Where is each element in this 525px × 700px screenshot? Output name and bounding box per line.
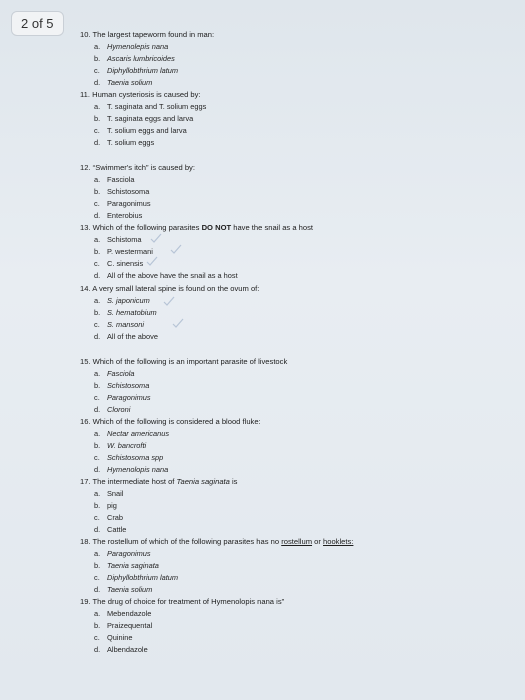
option-text: Schistosoma xyxy=(107,381,150,390)
option xyxy=(94,380,149,391)
option xyxy=(94,452,163,463)
question-18 xyxy=(80,536,353,547)
option-text: Schistosoma spp xyxy=(107,453,164,462)
option xyxy=(94,137,154,148)
option-letter: d. xyxy=(94,138,101,147)
option xyxy=(94,234,142,245)
question-15: 15. Which of the following is an important parasite of livestock xyxy=(80,357,288,366)
question-17 xyxy=(80,476,237,487)
question-10: 10. The largest tapeworm found in man: xyxy=(80,30,215,39)
option-letter: d. xyxy=(94,271,101,280)
option xyxy=(94,307,157,318)
checkmark-icon xyxy=(146,256,158,266)
option xyxy=(94,368,135,379)
option-text: Crab xyxy=(107,513,124,522)
option xyxy=(94,632,132,643)
option-text: P. westermani xyxy=(107,247,153,256)
question-11: 11. Human cysteriosis is caused by: xyxy=(80,90,201,99)
option xyxy=(94,608,151,619)
option-text: Diphyllobthrium latum xyxy=(107,573,179,582)
option xyxy=(94,125,187,136)
option-text: Mebendazole xyxy=(107,609,152,618)
option xyxy=(94,198,151,209)
option-letter: c. xyxy=(94,320,100,329)
option-letter: a. xyxy=(94,609,101,618)
option-letter: c. xyxy=(94,66,100,75)
option xyxy=(94,295,150,306)
option-letter: c. xyxy=(94,393,100,402)
option-text: Fasciola xyxy=(107,175,135,184)
option xyxy=(94,548,151,559)
option-letter: c. xyxy=(94,453,100,462)
option xyxy=(94,319,144,330)
option-letter: a. xyxy=(94,296,101,305)
page-indicator: 2 of 5 xyxy=(11,11,64,36)
option-text: S. japonicum xyxy=(107,296,150,305)
option-letter: d. xyxy=(94,585,101,594)
option-text: Praizequental xyxy=(107,621,153,630)
option-letter: b. xyxy=(94,561,101,570)
option-letter: c. xyxy=(94,199,100,208)
option xyxy=(94,404,130,415)
question-text: 17. The intermediate host of xyxy=(80,477,177,486)
option xyxy=(94,77,152,88)
checkmark-icon xyxy=(170,244,182,254)
option-text: T. solium eggs xyxy=(107,138,155,147)
option xyxy=(94,270,238,281)
option-text: Taenia solium xyxy=(107,585,153,594)
emphasis-text: DO NOT xyxy=(201,223,232,232)
checkmark-icon xyxy=(150,233,162,243)
option-letter: c. xyxy=(94,513,100,522)
option xyxy=(94,440,146,451)
option xyxy=(94,53,175,64)
option-letter: a. xyxy=(94,549,101,558)
question-13 xyxy=(80,222,313,233)
option-letter: a. xyxy=(94,102,101,111)
option xyxy=(94,572,178,583)
option xyxy=(94,113,193,124)
option xyxy=(94,500,117,511)
option-letter: d. xyxy=(94,405,101,414)
checkmark-icon xyxy=(163,296,175,306)
option-letter: c. xyxy=(94,259,100,268)
option-letter: a. xyxy=(94,175,101,184)
option-letter: b. xyxy=(94,441,101,450)
option xyxy=(94,258,143,269)
option-text: Albendazole xyxy=(107,645,148,654)
option xyxy=(94,620,152,631)
option-text: Schistoma xyxy=(107,235,142,244)
question-text: have the snail as a host xyxy=(231,223,314,232)
option-letter: b. xyxy=(94,381,101,390)
option-text: Snail xyxy=(107,489,124,498)
option xyxy=(94,560,159,571)
option-letter: d. xyxy=(94,211,101,220)
option xyxy=(94,584,152,595)
option-letter: c. xyxy=(94,573,100,582)
option-letter: d. xyxy=(94,645,101,654)
option-text: S. mansoni xyxy=(107,320,144,329)
option xyxy=(94,210,142,221)
question-text: 18. The rostellum of which of the following parasites has no xyxy=(80,537,282,546)
option-letter: d. xyxy=(94,332,101,341)
question-16: 16. Which of the following is considered a blood fluke: xyxy=(80,417,261,426)
option-text: T. saginata and T. solium eggs xyxy=(107,102,207,111)
option-letter: b. xyxy=(94,187,101,196)
option-text: C. sinensis xyxy=(107,259,144,268)
option xyxy=(94,464,168,475)
option xyxy=(94,512,123,523)
question-text: is xyxy=(229,477,238,486)
option-letter: b. xyxy=(94,621,101,630)
species-name: Taenia saginata xyxy=(176,477,230,486)
option-text: Schistosoma xyxy=(107,187,150,196)
option-text: S. hematobium xyxy=(107,308,157,317)
option-text: Paragonimus xyxy=(107,199,151,208)
option-text: Diphyllobthrium latum xyxy=(107,66,179,75)
option-letter: b. xyxy=(94,54,101,63)
option xyxy=(94,174,135,185)
option xyxy=(94,41,168,52)
option-letter: c. xyxy=(94,126,100,135)
option-text: T. solium eggs and larva xyxy=(107,126,187,135)
cut-off-next-page-text xyxy=(62,690,462,700)
underlined-text: rostellum xyxy=(281,537,313,546)
option-text: Enterobius xyxy=(107,211,143,220)
option-text: Ascaris lumbricoides xyxy=(107,54,175,63)
option-text: Taenia solium xyxy=(107,78,153,87)
option-letter: a. xyxy=(94,429,101,438)
option xyxy=(94,186,149,197)
option-text: Hymenolopis nana xyxy=(107,465,169,474)
option-text: Taenia saginata xyxy=(107,561,159,570)
option xyxy=(94,101,206,112)
underlined-text: hooklets: xyxy=(323,537,354,546)
option-text: All of the above xyxy=(107,332,158,341)
option-letter: b. xyxy=(94,308,101,317)
option-text: Nectar americanus xyxy=(107,429,170,438)
option-letter: b. xyxy=(94,501,101,510)
option-text: Hymenolepis nana xyxy=(107,42,169,51)
option-letter: c. xyxy=(94,633,100,642)
question-text: 13. Which of the following parasites xyxy=(80,223,202,232)
option-letter: a. xyxy=(94,235,101,244)
option xyxy=(94,392,151,403)
option-text: Paragonimus xyxy=(107,549,151,558)
option xyxy=(94,488,123,499)
question-text: or xyxy=(312,537,324,546)
option xyxy=(94,331,158,342)
option-text: pig xyxy=(107,501,117,510)
checkmark-icon xyxy=(172,318,184,328)
option-letter: a. xyxy=(94,489,101,498)
option-text: Quinine xyxy=(107,633,133,642)
option-text: All of the above have the snail as a host xyxy=(107,271,238,280)
option xyxy=(94,246,153,257)
option-text: T. saginata eggs and larva xyxy=(107,114,194,123)
question-14: 14. A very small lateral spine is found on the ovum of: xyxy=(80,284,260,293)
option xyxy=(94,428,169,439)
option-letter: a. xyxy=(94,42,101,51)
option-letter: b. xyxy=(94,247,101,256)
option-text: Cattle xyxy=(107,525,127,534)
option xyxy=(94,524,126,535)
option-letter: d. xyxy=(94,525,101,534)
option-text: Paragonimus xyxy=(107,393,151,402)
option-text: Fasciola xyxy=(107,369,135,378)
option-letter: b. xyxy=(94,114,101,123)
question-12: 12. “Swimmer's itch” is caused by: xyxy=(80,163,195,172)
option-letter: d. xyxy=(94,465,101,474)
option xyxy=(94,644,148,655)
option-letter: d. xyxy=(94,78,101,87)
option-text: W. bancrofti xyxy=(107,441,147,450)
option-letter: a. xyxy=(94,369,101,378)
option-text: Cloroni xyxy=(107,405,131,414)
option xyxy=(94,65,178,76)
question-19: 19. The drug of choice for treatment of Hymenolopis nana is” xyxy=(80,597,285,606)
